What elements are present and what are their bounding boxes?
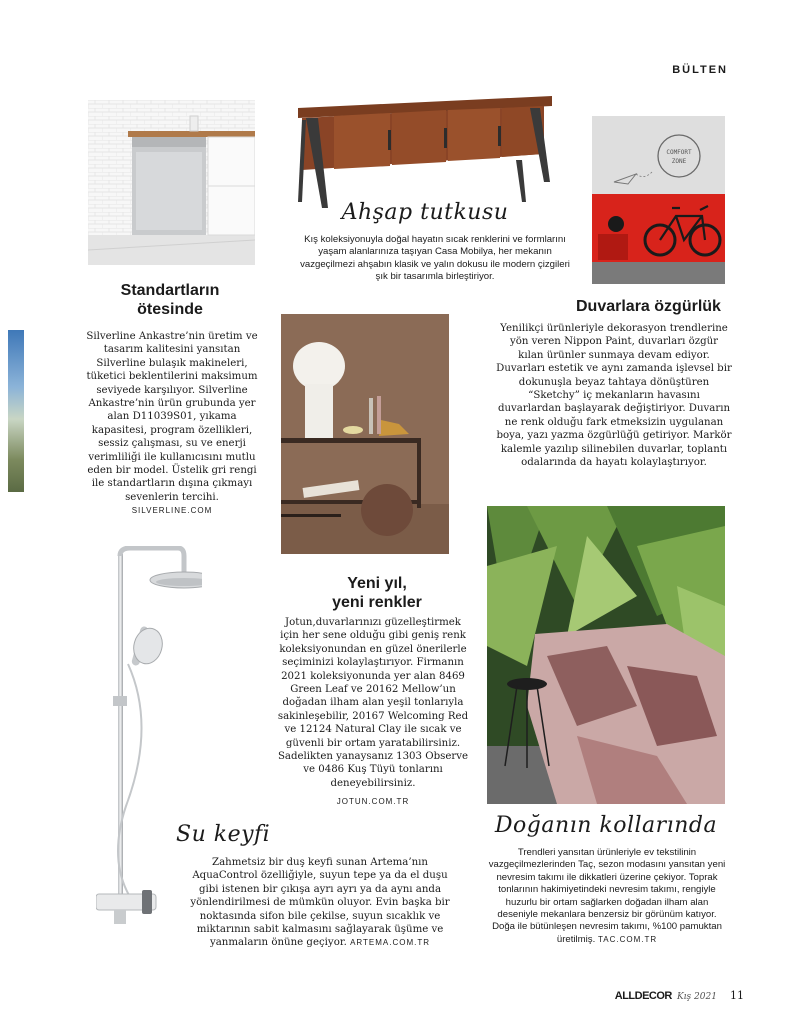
shower-title: Su keyfi [176,822,271,847]
dishwasher-body [84,330,260,518]
lamp-table-photo [281,314,449,554]
sideboard-photo [294,90,556,212]
paint-title-line1: Yeni yıl, [347,575,407,592]
wall-title: Duvarlara özgürlük [576,298,721,315]
footer-brand-b: DECOR [634,990,672,1002]
dishwasher-title: Standartların ötesinde [120,282,220,318]
edge-strip-image [8,330,24,492]
shower-body-text: Zahmetsiz bir duş keyfi sunan Artema’nın AquaControl özelliğiyle, suyun tepe ya da el duşu gibi istenen bir çıkışa ayrı ayrı ya da aynı anda yönlendirilmesi de mümkün oluyor. Evin başka bir noktasında sifon bile çekilse, suyun sıcaklık ve miktarının sabit kalmasını sağlayarak üşüme ve yanmaların önüne geçiyor. [190,857,450,949]
shower-body [186,856,454,950]
sign-text-2: ZONE [671,158,687,165]
sign-text-1: COMFORT [666,149,692,156]
footer-issue: Kış 2021 [676,992,717,1002]
paint-title [292,574,462,612]
bedroom-photo [487,506,725,804]
page-number: 11 [730,989,744,1002]
textile-body [488,847,726,946]
dishwasher-photo [88,100,255,265]
textile-title: Doğanın kollarında [494,813,718,838]
paint-title-line2: yeni renkler [332,594,422,611]
dishwasher-credit[interactable]: SILVERLINE.COM [131,506,213,516]
wall-body: Yenilikçi ürünleriyle dekorasyon trendlerine yön veren Nippon Paint, duvarları özgür kılan ürünler sunmaya devam ediyor. Duvarları estetik ve aynı zamanda işlevsel bir dokunuşla beyaz tahtaya dönüştüren “Sketchy” iç mekanların havasını duvarlardan başlayarak değiştiriyor. Duvarın ne renk olduğu fark etmeksizin uygulanan boya, yazı yazma özgürlüğü getiriyor. Markör kalemle yazılıp silinebilen duvarlar, toplantı odalarında da hayatı kolaylaştırıyor. [496,323,732,469]
paint-body: Jotun,duvarlarınızı güzelleştirmek için her sene olduğu gibi geniş renk koleksiyonundan en güzel önerilerle seçiminizi kolaylaştırıyor. Firmanın 2021 koleksiyonunda yer alan 8469 Green Leaf ve 20162 Mellow’un doğadan ilham alan yeşil tonlarıyla sakinleşebilir, 20167 Welcoming Red ve 12124 Natural Clay ile sıcak ve güvenli bir ortam yaratabilirsiniz. Sadelikten yanaysanız 1303 Observe ve 0486 Kuş Tüyü tonlarını deneyebilirsiniz. [277,617,469,789]
comfort-zone-photo [592,116,725,284]
paint-credit[interactable]: JOTUN.COM.TR [336,797,410,806]
dishwasher-body-text: Silverline Ankastre’nin üretim ve tasarım kalitesini yansıtan Silverline bulaşık makineleri, tüketici beklentilerini maksimum seviyede karşılıyor. Silverline Ankastre’nin ürün grubunda yer alan D11039S01, yıkama kapasitesi, program özellikleri, sessiz çalışması, su ve enerji verimliliği ile kullanıcısını mutlu eden bir model. Üstelik gri rengi ile standartların dışına çıkmayı sevenlerin tercihi. [86,331,258,503]
textile-body-text: Trendleri yansıtan ürünleriyle ev tekstilinin vazgeçilmezlerinden Taç, sezon modasını yansıtan yeni nevresim takımı ile dikkatleri üzerine çekiyor. Toprak tonlarının hakimiyetindeki nevresim takımı, rengiyle huzurlu bir ortam sağlarken doğadan ilham alan deseniyle mekanlara benzersiz bir görünüm katıyor. Doğa ile bütünleşen nevresim takımı, %100 pamuktan üretilmiş. [488,847,726,945]
section-label: BÜLTEN [672,64,728,76]
page-footer [615,989,744,1002]
furniture-body: Kış koleksiyonuyla doğal hayatın sıcak renklerini ve formlarını yaşam alanlarınıza taşıyan Casa Mobilya, her mekanın vazgeçilmezi ahşabın klasik ve yalın dokusu ile modern çizgileri şık bir tasarımla birleştiriyor. [300,234,570,283]
footer-brand-a: ALL [614,990,635,1002]
furniture-title: Ahşap tutkusu [341,200,509,225]
shower-credit[interactable]: ARTEMA.COM.TR [350,938,431,948]
textile-credit[interactable]: TAC.COM.TR [597,934,658,944]
